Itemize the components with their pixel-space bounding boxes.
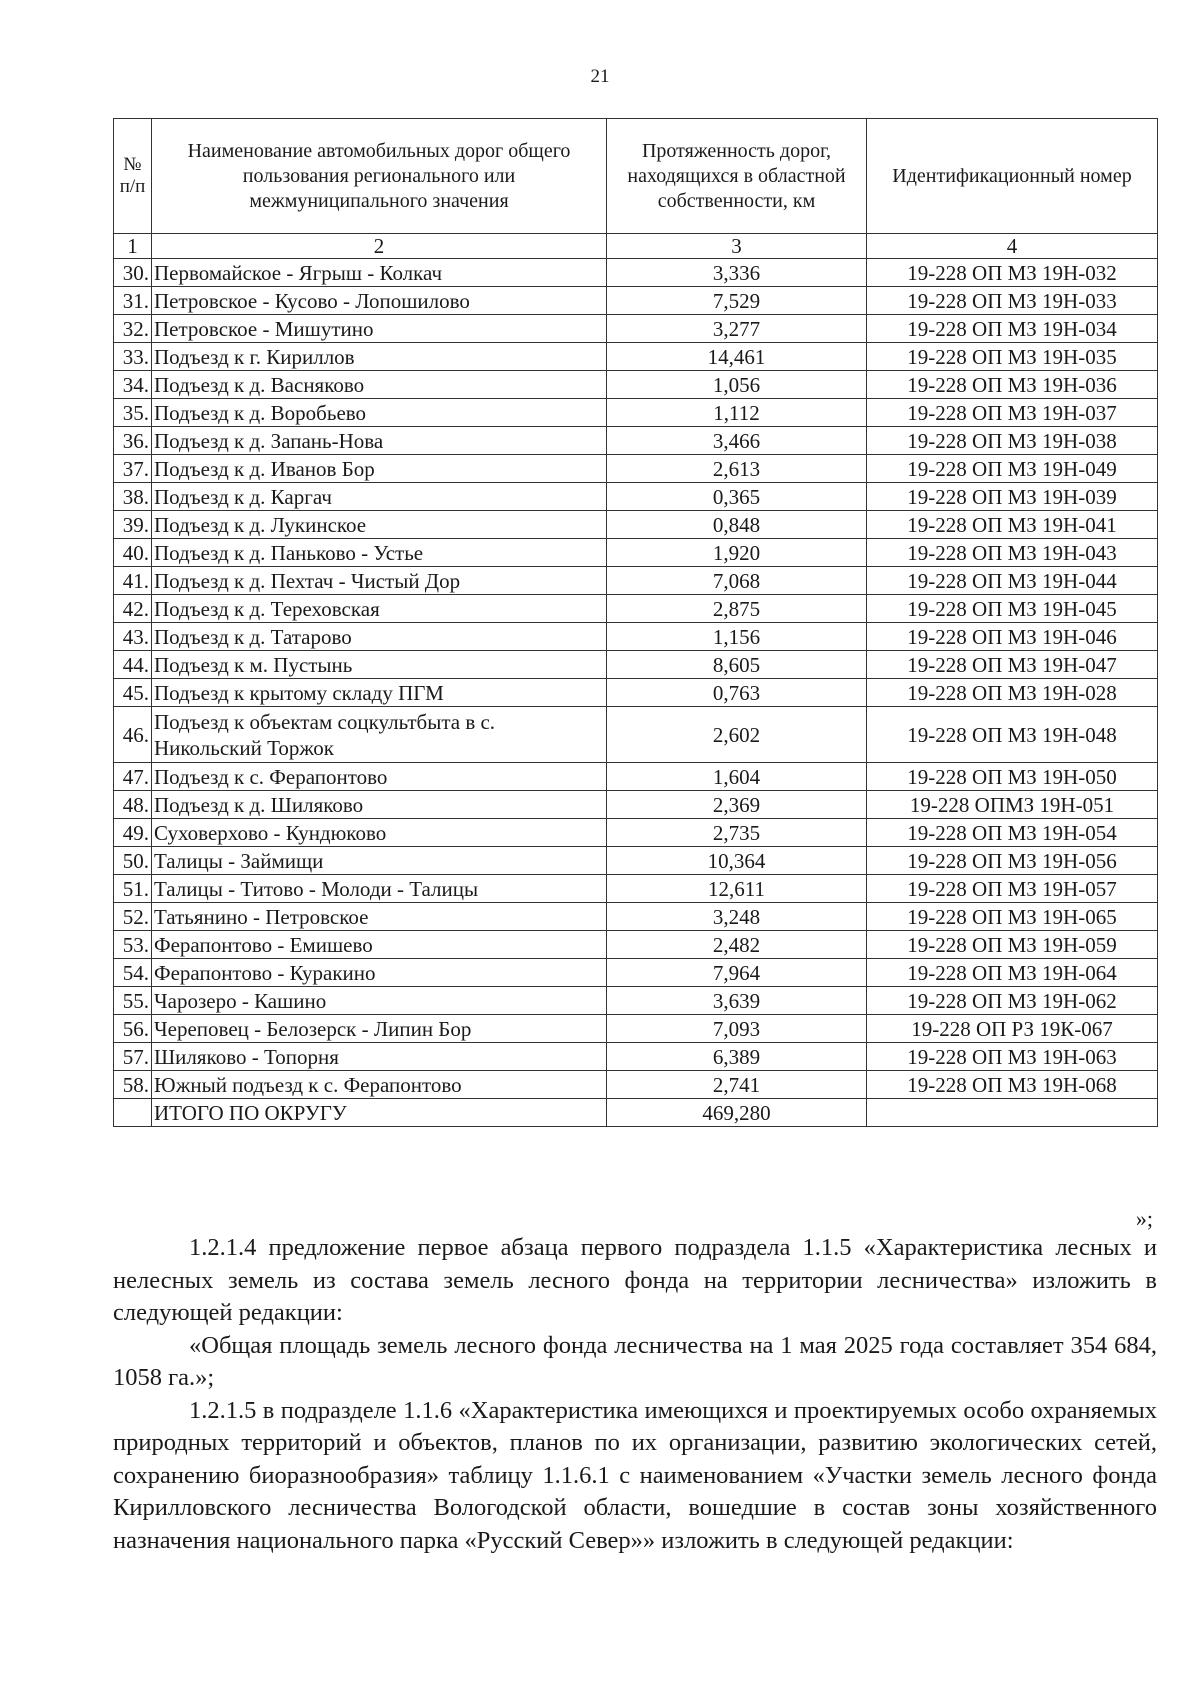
row-num: 51. (114, 875, 152, 903)
table-row (114, 987, 1158, 1015)
row-length: 1,604 (607, 763, 867, 791)
table-row (114, 903, 1158, 931)
row-num: 58. (114, 1071, 152, 1099)
table-row (114, 791, 1158, 819)
row-length: 7,529 (607, 287, 867, 315)
table-row (114, 455, 1158, 483)
row-ident: 19-228 ОП МЗ 19Н-036 (867, 371, 1158, 399)
row-length: 7,068 (607, 567, 867, 595)
row-ident: 19-228 ОП МЗ 19Н-065 (867, 903, 1158, 931)
closing-quote: »; (1135, 1206, 1153, 1231)
column-number: 4 (867, 234, 1158, 259)
row-ident: 19-228 ОП МЗ 19Н-034 (867, 315, 1158, 343)
row-num: 56. (114, 1015, 152, 1043)
row-name: Подъезд к с. Ферапонтово (152, 763, 607, 791)
total-length: 469,280 (607, 1099, 867, 1127)
row-ident: 19-228 ОП МЗ 19Н-064 (867, 959, 1158, 987)
row-num: 31. (114, 287, 152, 315)
row-num: 33. (114, 343, 152, 371)
table-row (114, 399, 1158, 427)
table-row (114, 623, 1158, 651)
row-name: Подъезд к д. Лукинское (152, 511, 607, 539)
row-num: 39. (114, 511, 152, 539)
row-name: Талицы - Займищи (152, 847, 607, 875)
row-name: Ферапонтово - Емишево (152, 931, 607, 959)
row-ident: 19-228 ОП МЗ 19Н-038 (867, 427, 1158, 455)
row-ident: 19-228 ОП МЗ 19Н-056 (867, 847, 1158, 875)
table-row (114, 427, 1158, 455)
row-length: 14,461 (607, 343, 867, 371)
header-name: Наименование автомобильных дорог общего пользования регионального или межмуниципального значения (152, 119, 607, 234)
row-ident: 19-228 ОП РЗ 19К-067 (867, 1015, 1158, 1043)
row-num: 55. (114, 987, 152, 1015)
row-name: Петровское - Мишутино (152, 315, 607, 343)
row-name: Подъезд к д. Паньково - Устье (152, 539, 607, 567)
row-name: Подъезд к д. Васняково (152, 371, 607, 399)
paragraph-quote-area: «Общая площадь земель лесного фонда лесничества на 1 мая 2025 года составляет 354 684, 1058 га.»; (113, 1331, 1157, 1391)
row-ident: 19-228 ОП МЗ 19Н-047 (867, 651, 1158, 679)
row-length: 1,920 (607, 539, 867, 567)
row-length: 1,112 (607, 399, 867, 427)
row-num: 45. (114, 679, 152, 707)
row-name: Подъезд к д. Иванов Бор (152, 455, 607, 483)
table-row (114, 707, 1158, 763)
row-num: 34. (114, 371, 152, 399)
row-length: 8,605 (607, 651, 867, 679)
row-num: 42. (114, 595, 152, 623)
row-name: Подъезд к д. Воробьево (152, 399, 607, 427)
row-ident: 19-228 ОПМЗ 19Н-051 (867, 791, 1158, 819)
table-row (114, 875, 1158, 903)
row-ident: 19-228 ОП МЗ 19Н-044 (867, 567, 1158, 595)
row-length: 3,639 (607, 987, 867, 1015)
row-num: 43. (114, 623, 152, 651)
row-num: 49. (114, 819, 152, 847)
table-body (114, 259, 1158, 1099)
row-length: 0,763 (607, 679, 867, 707)
row-ident: 19-228 ОП МЗ 19Н-039 (867, 483, 1158, 511)
row-length: 7,093 (607, 1015, 867, 1043)
row-name: Чарозеро - Кашино (152, 987, 607, 1015)
row-name: Подъезд к м. Пустынь (152, 651, 607, 679)
row-num: 50. (114, 847, 152, 875)
row-ident: 19-228 ОП МЗ 19Н-041 (867, 511, 1158, 539)
row-num: 35. (114, 399, 152, 427)
header-num: № п/п (114, 119, 152, 234)
table-row (114, 1043, 1158, 1071)
row-ident: 19-228 ОП МЗ 19Н-068 (867, 1071, 1158, 1099)
row-name: Южный подъезд к с. Ферапонтово (152, 1071, 607, 1099)
table-row (114, 1015, 1158, 1043)
row-length: 7,964 (607, 959, 867, 987)
paragraph-1-2-1-4: 1.2.1.4 предложение первое абзаца первого подраздела 1.1.5 «Характеристика лесных и нелесных земель из состава земель лесного фонда на территории лесничества» изложить в следующей редакции: (113, 1234, 1157, 1326)
table-row (114, 567, 1158, 595)
column-number: 1 (114, 234, 152, 259)
row-ident: 19-228 ОП МЗ 19Н-048 (867, 707, 1158, 763)
row-length: 12,611 (607, 875, 867, 903)
total-ident (867, 1099, 1158, 1127)
row-ident: 19-228 ОП МЗ 19Н-057 (867, 875, 1158, 903)
row-num: 40. (114, 539, 152, 567)
row-name: Подъезд к д. Шиляково (152, 791, 607, 819)
row-num: 53. (114, 931, 152, 959)
row-ident: 19-228 ОП МЗ 19Н-050 (867, 763, 1158, 791)
row-num: 41. (114, 567, 152, 595)
row-num: 32. (114, 315, 152, 343)
row-name: Череповец - Белозерск - Липин Бор (152, 1015, 607, 1043)
table-row (114, 931, 1158, 959)
row-ident: 19-228 ОП МЗ 19Н-028 (867, 679, 1158, 707)
row-name: Подъезд к г. Кириллов (152, 343, 607, 371)
row-ident: 19-228 ОП МЗ 19Н-062 (867, 987, 1158, 1015)
row-name: Подъезд к д. Пехтач - Чистый Дор (152, 567, 607, 595)
row-name: Подъезд к объектам соцкультбыта в с. Никольский Торжок (152, 707, 607, 763)
body-text (113, 1232, 1157, 1557)
table-row (114, 371, 1158, 399)
row-name: Петровское - Кусово - Лопошилово (152, 287, 607, 315)
row-length: 0,848 (607, 511, 867, 539)
row-name: Суховерхово - Кундюково (152, 819, 607, 847)
table-total (114, 1099, 1158, 1127)
row-num: 36. (114, 427, 152, 455)
row-ident: 19-228 ОП МЗ 19Н-043 (867, 539, 1158, 567)
row-length: 2,613 (607, 455, 867, 483)
paragraph-1-2-1-5: 1.2.1.5 в подразделе 1.1.6 «Характеристика имеющихся и проектируемых особо охраняемых природных территорий и объектов, планов по их организации, развитию экологических сетей, сохранению биоразнообразия» таблицу 1.1.6.1 с наименованием «Участки земель лесного фонда Кирилловского лесничества Вологодской области, вошедшие в состав зоны хозяйственного назначения национального парка «Русский Север»» изложить в следующей редакции: (113, 1396, 1157, 1554)
column-numbers-row (114, 234, 1158, 259)
row-ident: 19-228 ОП МЗ 19Н-033 (867, 287, 1158, 315)
row-ident: 19-228 ОП МЗ 19Н-046 (867, 623, 1158, 651)
row-length: 10,364 (607, 847, 867, 875)
row-length: 3,277 (607, 315, 867, 343)
table-row (114, 343, 1158, 371)
row-name: Подъезд к д. Запань-Нова (152, 427, 607, 455)
row-ident: 19-228 ОП МЗ 19Н-059 (867, 931, 1158, 959)
row-name: Шиляково - Топорня (152, 1043, 607, 1071)
row-name: Первомайское - Ягрыш - Колкач (152, 259, 607, 287)
row-name: Талицы - Титово - Молоди - Талицы (152, 875, 607, 903)
table-row (114, 315, 1158, 343)
row-length: 2,482 (607, 931, 867, 959)
table-row (114, 959, 1158, 987)
row-num: 44. (114, 651, 152, 679)
row-num: 47. (114, 763, 152, 791)
row-length: 2,875 (607, 595, 867, 623)
row-length: 3,336 (607, 259, 867, 287)
row-num: 52. (114, 903, 152, 931)
row-name: Подъезд к д. Татарово (152, 623, 607, 651)
row-ident: 19-228 ОП МЗ 19Н-054 (867, 819, 1158, 847)
row-length: 6,389 (607, 1043, 867, 1071)
table-row (114, 651, 1158, 679)
row-ident: 19-228 ОП МЗ 19Н-063 (867, 1043, 1158, 1071)
row-num: 30. (114, 259, 152, 287)
row-ident: 19-228 ОП МЗ 19Н-037 (867, 399, 1158, 427)
row-length: 1,056 (607, 371, 867, 399)
row-name: Подъезд к д. Каргач (152, 483, 607, 511)
row-name: Татьянино - Петровское (152, 903, 607, 931)
row-length: 2,602 (607, 707, 867, 763)
row-num: 48. (114, 791, 152, 819)
row-num: 46. (114, 707, 152, 763)
row-length: 3,248 (607, 903, 867, 931)
row-num: 37. (114, 455, 152, 483)
page-number: 21 (590, 66, 610, 87)
row-name: Подъезд к крытому складу ПГМ (152, 679, 607, 707)
column-number: 2 (152, 234, 607, 259)
table-row (114, 1071, 1158, 1099)
row-num: 38. (114, 483, 152, 511)
total-label: ИТОГО ПО ОКРУГУ (152, 1099, 607, 1127)
row-name: Подъезд к д. Тереховская (152, 595, 607, 623)
row-ident: 19-228 ОП МЗ 19Н-035 (867, 343, 1158, 371)
row-length: 2,369 (607, 791, 867, 819)
table-row (114, 819, 1158, 847)
table-row (114, 595, 1158, 623)
row-length: 2,741 (607, 1071, 867, 1099)
total-row (114, 1099, 1158, 1127)
row-length: 1,156 (607, 623, 867, 651)
table-row (114, 259, 1158, 287)
row-length: 0,365 (607, 483, 867, 511)
row-ident: 19-228 ОП МЗ 19Н-049 (867, 455, 1158, 483)
row-name: Ферапонтово - Куракино (152, 959, 607, 987)
table-row (114, 287, 1158, 315)
table-row (114, 511, 1158, 539)
column-number: 3 (607, 234, 867, 259)
row-ident: 19-228 ОП МЗ 19Н-045 (867, 595, 1158, 623)
row-num: 57. (114, 1043, 152, 1071)
header-length: Протяженность дорог, находящихся в областной собственности, км (607, 119, 867, 234)
table-row (114, 679, 1158, 707)
total-num (114, 1099, 152, 1127)
row-ident: 19-228 ОП МЗ 19Н-032 (867, 259, 1158, 287)
table-header (114, 119, 1158, 259)
table-row (114, 539, 1158, 567)
roads-table (113, 118, 1158, 1127)
row-length: 3,466 (607, 427, 867, 455)
row-num: 54. (114, 959, 152, 987)
table-row (114, 847, 1158, 875)
table-row (114, 483, 1158, 511)
header-ident: Идентификационный номер (867, 119, 1158, 234)
row-length: 2,735 (607, 819, 867, 847)
table-row (114, 763, 1158, 791)
